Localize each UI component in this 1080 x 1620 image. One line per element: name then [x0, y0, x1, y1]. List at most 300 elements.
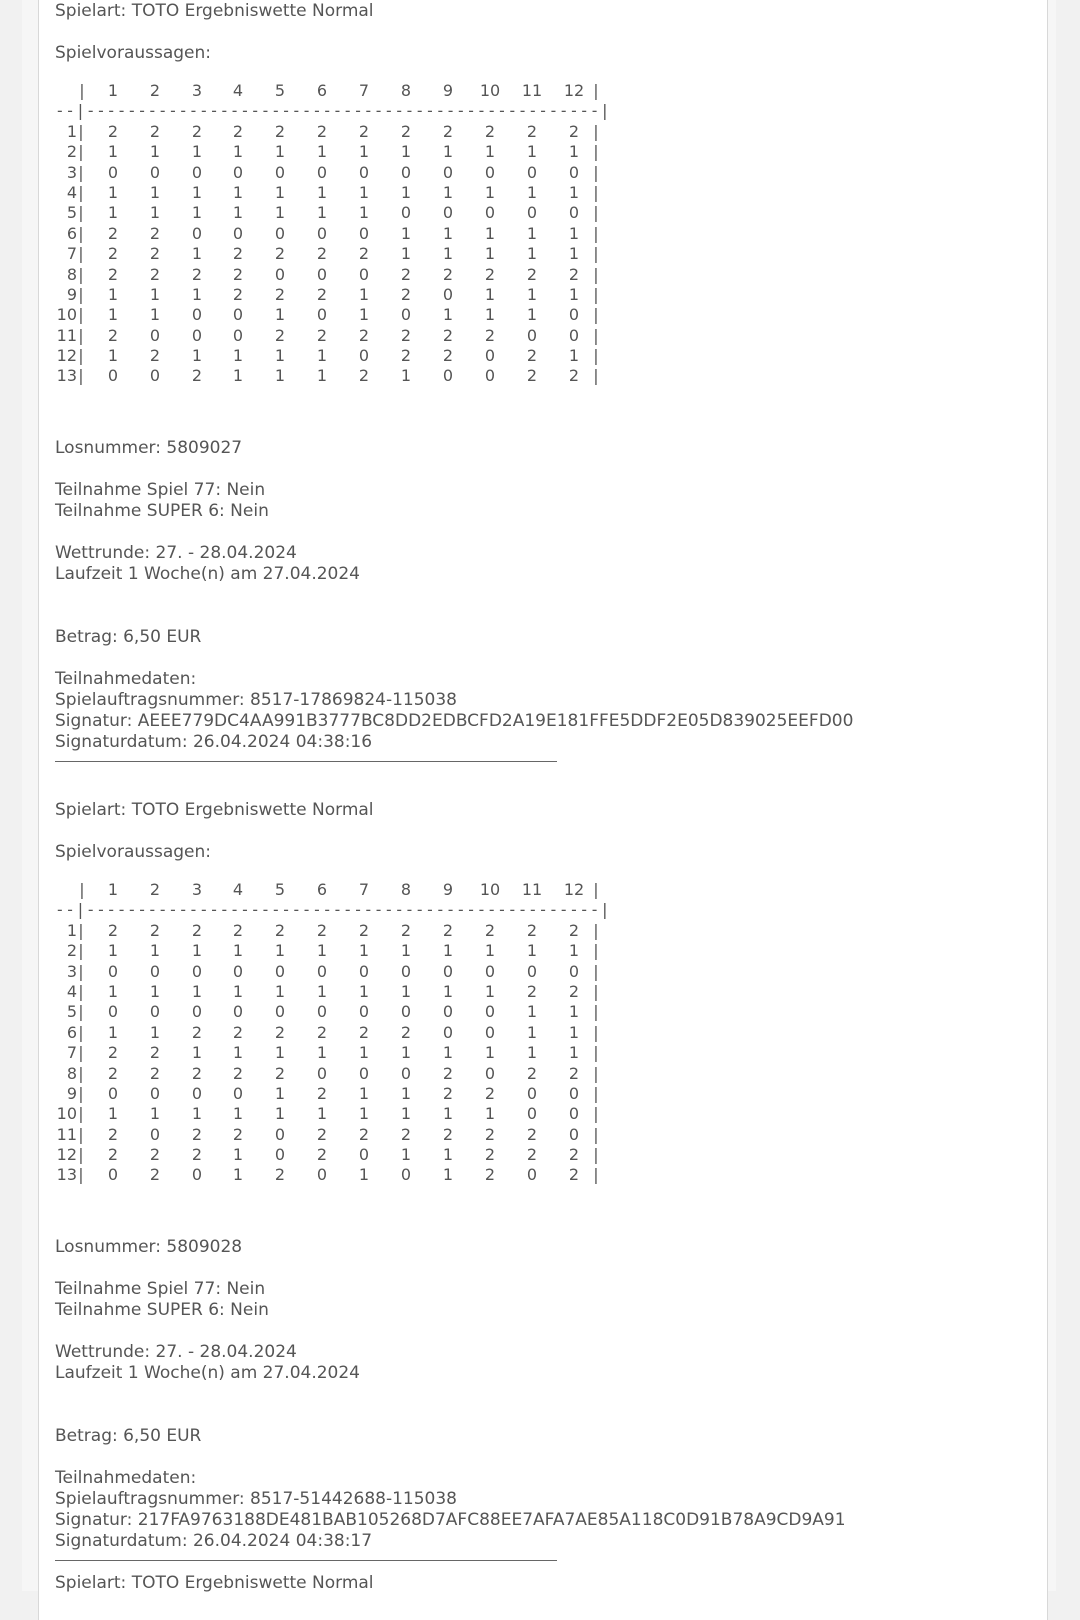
prediction-cell: 2: [442, 1063, 454, 1083]
prediction-cell: 1: [232, 366, 244, 386]
prediction-cell: 1: [400, 941, 412, 961]
prediction-cell: 0: [484, 961, 496, 981]
prediction-cell: 2: [149, 223, 161, 243]
grid-row: [55, 982, 655, 1002]
prediction-cell: 2: [316, 1022, 328, 1042]
prediction-cell: 2: [442, 1124, 454, 1144]
grid-row: [55, 1084, 655, 1104]
prediction-cell: 0: [149, 162, 161, 182]
prediction-cell: 1: [484, 284, 496, 304]
prediction-cell: 2: [316, 284, 328, 304]
grid-divider: --|--------------------------------------------------|: [55, 900, 611, 920]
grid-row: [55, 366, 655, 386]
prediction-cell: 1: [484, 142, 496, 162]
prediction-cell: 2: [484, 920, 496, 940]
prediction-cell: 0: [358, 1063, 370, 1083]
prediction-cell: 1: [316, 981, 328, 1001]
prediction-cell: 2: [107, 325, 119, 345]
prediction-cell: 0: [442, 366, 454, 386]
grid-separator: |: [78, 920, 84, 940]
prediction-cell: 0: [149, 1083, 161, 1103]
prediction-cell: 1: [316, 1043, 328, 1063]
prediction-cell: 2: [107, 223, 119, 243]
prediction-cell: 2: [568, 366, 580, 386]
prediction-cell: 1: [316, 346, 328, 366]
grid-separator: |: [78, 305, 84, 325]
prediction-cell: 2: [274, 920, 286, 940]
prediction-cell: 1: [191, 346, 203, 366]
grid-separator: |: [78, 223, 84, 243]
grid-row: [55, 285, 655, 305]
prediction-cell: 2: [400, 284, 412, 304]
prediction-cell: 2: [568, 981, 580, 1001]
prediction-cell: 0: [526, 1083, 538, 1103]
prediction-cell: 2: [149, 121, 161, 141]
prediction-cell: 0: [442, 162, 454, 182]
prediction-cell: 2: [149, 264, 161, 284]
prediction-cell: 1: [232, 941, 244, 961]
grid-row: [55, 1125, 655, 1145]
row-number: 8: [66, 264, 77, 284]
prediction-cell: 0: [232, 325, 244, 345]
row-number: 1: [66, 920, 77, 940]
prediction-cell: 1: [191, 941, 203, 961]
grid-separator: |: [593, 1083, 599, 1103]
prediction-cell: 0: [358, 162, 370, 182]
column-header: 10: [479, 81, 501, 100]
column-header: 12: [563, 81, 585, 100]
prediction-cell: 0: [484, 203, 496, 223]
grid-row: [55, 163, 655, 183]
grid-separator: |: [593, 203, 599, 223]
prediction-cell: 2: [526, 264, 538, 284]
prediction-cell: 1: [191, 1043, 203, 1063]
grid-separator: |: [78, 981, 84, 1001]
grid-separator: |: [593, 1145, 599, 1165]
prediction-cell: 0: [232, 162, 244, 182]
prediction-cell: 2: [191, 121, 203, 141]
prediction-cell: 1: [526, 223, 538, 243]
prediction-cell: 1: [442, 1104, 454, 1124]
prediction-cell: 2: [107, 920, 119, 940]
row-number: 2: [66, 142, 77, 162]
row-number: 9: [66, 284, 77, 304]
prediction-cell: 1: [568, 346, 580, 366]
prediction-cell: 0: [274, 1124, 286, 1144]
row-number: 5: [66, 203, 77, 223]
column-header: 4: [232, 81, 244, 100]
prediction-cell: 1: [274, 142, 286, 162]
grid-separator: |: [593, 346, 599, 366]
prediction-cell: 2: [568, 1063, 580, 1083]
prediction-cell: 2: [232, 284, 244, 304]
prediction-cell: 2: [149, 1043, 161, 1063]
prediction-cell: 2: [400, 346, 412, 366]
prediction-cell: 0: [232, 961, 244, 981]
ticket-1: [55, 1, 1035, 774]
prediction-cell: 1: [107, 182, 119, 202]
prediction-cell: 1: [149, 305, 161, 325]
prediction-cell: 1: [358, 305, 370, 325]
prediction-cell: 1: [107, 1022, 119, 1042]
prediction-cell: 2: [358, 325, 370, 345]
grid-separator: |: [78, 162, 84, 182]
teilnahme-spiel77: Teilnahme Spiel 77: Nein: [55, 1279, 266, 1299]
prediction-cell: 0: [316, 1063, 328, 1083]
column-header: 6: [316, 880, 328, 899]
row-number: 11: [56, 1124, 77, 1144]
prediction-cell: 0: [191, 305, 203, 325]
prediction-cell: 0: [149, 366, 161, 386]
prediction-cell: 1: [232, 1145, 244, 1165]
prediction-cell: 2: [358, 1124, 370, 1144]
row-number: 13: [56, 366, 77, 386]
prediction-cell: 1: [484, 941, 496, 961]
prediction-cell: 2: [568, 264, 580, 284]
prediction-cell: 2: [149, 920, 161, 940]
prediction-cell: 1: [316, 1104, 328, 1124]
grid-separator: |: [78, 1022, 84, 1042]
prediction-cell: 2: [149, 244, 161, 264]
row-number: 1: [66, 121, 77, 141]
row-number: 6: [66, 1022, 77, 1042]
prediction-cell: 1: [274, 1043, 286, 1063]
prediction-cell: 1: [316, 941, 328, 961]
prediction-cell: 0: [149, 1002, 161, 1022]
prediction-cell: 1: [400, 1145, 412, 1165]
prediction-cell: 0: [316, 305, 328, 325]
prediction-cell: 2: [484, 1124, 496, 1144]
prediction-cell: 1: [149, 941, 161, 961]
prediction-cell: 2: [568, 121, 580, 141]
prediction-cell: 1: [400, 981, 412, 1001]
signatur: Signatur: 217FA9763188DE481BAB105268D7AFC88EE7AFA7AE85A118C0D91B78A9CD9A91: [55, 1510, 846, 1530]
prediction-cell: 0: [568, 961, 580, 981]
prediction-cell: 1: [484, 244, 496, 264]
prediction-cell: 1: [232, 346, 244, 366]
prediction-cell: 1: [274, 981, 286, 1001]
prediction-cell: 0: [400, 203, 412, 223]
prediction-cell: 2: [274, 121, 286, 141]
prediction-cell: 0: [107, 1083, 119, 1103]
prediction-cell: 1: [484, 1043, 496, 1063]
grid-row: [55, 1064, 655, 1084]
prediction-cell: 1: [232, 1104, 244, 1124]
grid-separator: |: [78, 182, 84, 202]
grid-separator: |: [78, 121, 84, 141]
prediction-cell: 1: [526, 1043, 538, 1063]
prediction-cell: 0: [316, 223, 328, 243]
row-number: 8: [66, 1063, 77, 1083]
spielauftragsnummer: Spielauftragsnummer: 8517-17869824-115038: [55, 690, 457, 710]
prediction-cell: 1: [232, 203, 244, 223]
prediction-cell: 1: [358, 1165, 370, 1185]
prediction-cell: 0: [526, 203, 538, 223]
prediction-cell: 1: [484, 1104, 496, 1124]
grid-separator: |: [78, 366, 84, 386]
prediction-cell: 1: [568, 244, 580, 264]
prediction-cell: 0: [358, 961, 370, 981]
prediction-cell: 1: [274, 1104, 286, 1124]
grid-separator: |: [593, 941, 599, 961]
grid-separator: |: [78, 284, 84, 304]
prediction-cell: 2: [274, 284, 286, 304]
grid-separator: |: [78, 961, 84, 981]
prediction-cell: 1: [191, 203, 203, 223]
prediction-cell: 2: [526, 346, 538, 366]
prediction-cell: 1: [232, 1165, 244, 1185]
grid-separator: |: [79, 880, 85, 899]
prediction-cell: 2: [526, 121, 538, 141]
grid-row: [55, 1002, 655, 1022]
prediction-cell: 1: [107, 981, 119, 1001]
prediction-cell: 2: [191, 1063, 203, 1083]
prediction-cell: 2: [568, 1145, 580, 1165]
prediction-cell: 2: [107, 264, 119, 284]
prediction-cell: 2: [400, 325, 412, 345]
column-header: 9: [442, 880, 454, 899]
grid-separator: |: [78, 1063, 84, 1083]
grid-separator: |: [78, 1002, 84, 1022]
grid-separator: |: [593, 305, 599, 325]
grid-separator: |: [593, 1043, 599, 1063]
row-number: 4: [66, 182, 77, 202]
spielart-line: Spielart: TOTO Ergebniswette Normal: [55, 1, 374, 21]
prediction-cell: 0: [232, 1083, 244, 1103]
prediction-cell: 2: [232, 264, 244, 284]
prediction-cell: 2: [400, 1022, 412, 1042]
row-number: 11: [56, 325, 77, 345]
prediction-cell: 2: [442, 325, 454, 345]
column-header: 4: [232, 880, 244, 899]
spielart-line: Spielart: TOTO Ergebniswette Normal: [55, 800, 374, 820]
grid-separator: |: [78, 346, 84, 366]
grid-separator: |: [593, 1063, 599, 1083]
prediction-cell: 2: [358, 920, 370, 940]
prediction-cell: 0: [568, 1083, 580, 1103]
prediction-cell: 1: [191, 1104, 203, 1124]
wettrunde: Wettrunde: 27. - 28.04.2024: [55, 1342, 297, 1362]
signaturdatum: Signaturdatum: 26.04.2024 04:38:16: [55, 732, 373, 752]
betrag: Betrag: 6,50 EUR: [55, 1426, 202, 1446]
prediction-cell: 0: [274, 961, 286, 981]
grid-row: [55, 1104, 655, 1124]
prediction-cell: 2: [107, 1063, 119, 1083]
prediction-cell: 0: [484, 162, 496, 182]
grid-row: [55, 244, 655, 264]
grid-separator: |: [78, 244, 84, 264]
prediction-cell: 1: [400, 182, 412, 202]
prediction-cell: 1: [232, 182, 244, 202]
prediction-cell: 0: [149, 325, 161, 345]
grid-separator: |: [593, 1124, 599, 1144]
column-header: 2: [149, 880, 161, 899]
prediction-cell: 1: [442, 1043, 454, 1063]
prediction-cell: 0: [484, 1002, 496, 1022]
prediction-cell: 0: [358, 264, 370, 284]
prediction-cell: 2: [484, 1165, 496, 1185]
prediction-cell: 0: [274, 223, 286, 243]
prediction-cell: 0: [107, 366, 119, 386]
prediction-cell: 1: [400, 1083, 412, 1103]
grid-separator: |: [593, 264, 599, 284]
column-header: 11: [521, 880, 543, 899]
prediction-cell: 1: [107, 142, 119, 162]
prediction-cell: 0: [191, 1165, 203, 1185]
grid-separator: |: [78, 142, 84, 162]
prediction-cell: 0: [484, 1063, 496, 1083]
grid-divider-row: [55, 101, 655, 121]
prediction-cell: 0: [149, 961, 161, 981]
prediction-cell: 1: [484, 223, 496, 243]
wettrunde: Wettrunde: 27. - 28.04.2024: [55, 543, 297, 563]
prediction-cell: 2: [274, 1063, 286, 1083]
prediction-cell: 2: [442, 121, 454, 141]
prediction-cell: 0: [191, 325, 203, 345]
grid-separator: |: [593, 244, 599, 264]
prediction-cell: 2: [274, 325, 286, 345]
prediction-cell: 1: [442, 182, 454, 202]
grid-divider-row: [55, 900, 655, 920]
prediction-cell: 0: [568, 305, 580, 325]
prediction-cell: 1: [526, 142, 538, 162]
prediction-cell: 1: [274, 182, 286, 202]
prediction-cell: 0: [400, 1165, 412, 1185]
column-header: 5: [274, 880, 286, 899]
ticket-separator: [55, 1560, 557, 1561]
prediction-cell: 1: [274, 203, 286, 223]
column-header: 1: [107, 81, 119, 100]
prediction-cell: 1: [358, 941, 370, 961]
prediction-cell: 1: [358, 182, 370, 202]
prediction-cell: 1: [232, 1043, 244, 1063]
grid-separator: |: [593, 366, 599, 386]
grid-separator: |: [593, 182, 599, 202]
column-header: 5: [274, 81, 286, 100]
prediction-cell: 0: [316, 1165, 328, 1185]
grid-row: [55, 1145, 655, 1165]
row-number: 7: [66, 244, 77, 264]
grid-row: [55, 265, 655, 285]
prediction-cell: 0: [484, 1022, 496, 1042]
prediction-cell: 2: [232, 121, 244, 141]
prediction-cell: 0: [274, 1002, 286, 1022]
prediction-cell: 0: [484, 366, 496, 386]
row-number: 10: [56, 305, 77, 325]
prediction-cell: 1: [274, 346, 286, 366]
ticket-2: [55, 800, 1035, 1594]
grid-header-row: [55, 81, 655, 101]
prediction-cell: 2: [526, 1063, 538, 1083]
row-number: 3: [66, 961, 77, 981]
prediction-cell: 2: [484, 1083, 496, 1103]
prediction-cell: 2: [442, 920, 454, 940]
prediction-cell: 2: [232, 1124, 244, 1144]
grid-row: [55, 962, 655, 982]
row-number: 13: [56, 1165, 77, 1185]
prediction-cell: 2: [526, 366, 538, 386]
grid-separator: |: [78, 1145, 84, 1165]
losnummer: Losnummer: 5809028: [55, 1237, 243, 1257]
prediction-cell: 1: [149, 981, 161, 1001]
row-number: 12: [56, 1145, 77, 1165]
prediction-cell: 2: [316, 121, 328, 141]
prediction-cell: 1: [526, 1002, 538, 1022]
prediction-cell: 1: [484, 305, 496, 325]
prediction-cell: 1: [274, 1083, 286, 1103]
grid-row: [55, 1023, 655, 1043]
prediction-cell: 1: [191, 981, 203, 1001]
grid-separator: |: [78, 941, 84, 961]
grid-separator: |: [593, 121, 599, 141]
prediction-cell: 0: [191, 1083, 203, 1103]
prediction-cell: 1: [568, 182, 580, 202]
grid-row: [55, 142, 655, 162]
prediction-cell: 1: [191, 142, 203, 162]
prediction-cell: 0: [568, 1124, 580, 1144]
prediction-cell: 1: [191, 182, 203, 202]
grid-separator: |: [78, 1083, 84, 1103]
grid-separator: |: [79, 81, 85, 100]
prediction-cell: 0: [316, 162, 328, 182]
prediction-cell: 1: [107, 941, 119, 961]
prediction-cell: 1: [568, 1002, 580, 1022]
grid-separator: |: [593, 961, 599, 981]
prediction-cell: 2: [107, 121, 119, 141]
grid-separator: |: [593, 142, 599, 162]
prediction-cell: 1: [568, 1022, 580, 1042]
prediction-cell: 0: [526, 1104, 538, 1124]
prediction-cell: 1: [107, 346, 119, 366]
column-header: 2: [149, 81, 161, 100]
row-number: 12: [56, 346, 77, 366]
prediction-cell: 2: [526, 1145, 538, 1165]
column-header: 11: [521, 81, 543, 100]
prediction-cell: 0: [400, 162, 412, 182]
grid-divider: --|--------------------------------------------------|: [55, 101, 611, 121]
prediction-cell: 2: [316, 325, 328, 345]
prediction-cell: 1: [191, 244, 203, 264]
prediction-cell: 0: [358, 1002, 370, 1022]
prediction-cell: 0: [526, 1165, 538, 1185]
prediction-cell: 1: [358, 1104, 370, 1124]
prediction-cell: 2: [232, 920, 244, 940]
predictions-grid: [55, 81, 655, 387]
grid-separator: |: [593, 1022, 599, 1042]
prediction-cell: 0: [191, 223, 203, 243]
prediction-cell: 1: [400, 1043, 412, 1063]
prediction-cell: 2: [274, 1165, 286, 1185]
prediction-cell: 2: [358, 1022, 370, 1042]
prediction-cell: 2: [484, 264, 496, 284]
prediction-cell: 2: [400, 920, 412, 940]
prediction-cell: 2: [191, 920, 203, 940]
prediction-cell: 2: [400, 1124, 412, 1144]
prediction-cell: 0: [191, 961, 203, 981]
teilnahmedaten-label: Teilnahmedaten:: [55, 1468, 197, 1488]
prediction-cell: 1: [149, 284, 161, 304]
prediction-cell: 2: [107, 1145, 119, 1165]
row-number: 9: [66, 1083, 77, 1103]
prediction-cell: 2: [568, 1165, 580, 1185]
prediction-cell: 1: [442, 142, 454, 162]
prediction-cell: 2: [316, 1145, 328, 1165]
prediction-cell: 0: [568, 162, 580, 182]
teilnahme-super6: Teilnahme SUPER 6: Nein: [55, 501, 269, 521]
prediction-cell: 0: [442, 1002, 454, 1022]
grid-row: [55, 122, 655, 142]
spielvoraussagen-label: Spielvoraussagen:: [55, 43, 212, 63]
